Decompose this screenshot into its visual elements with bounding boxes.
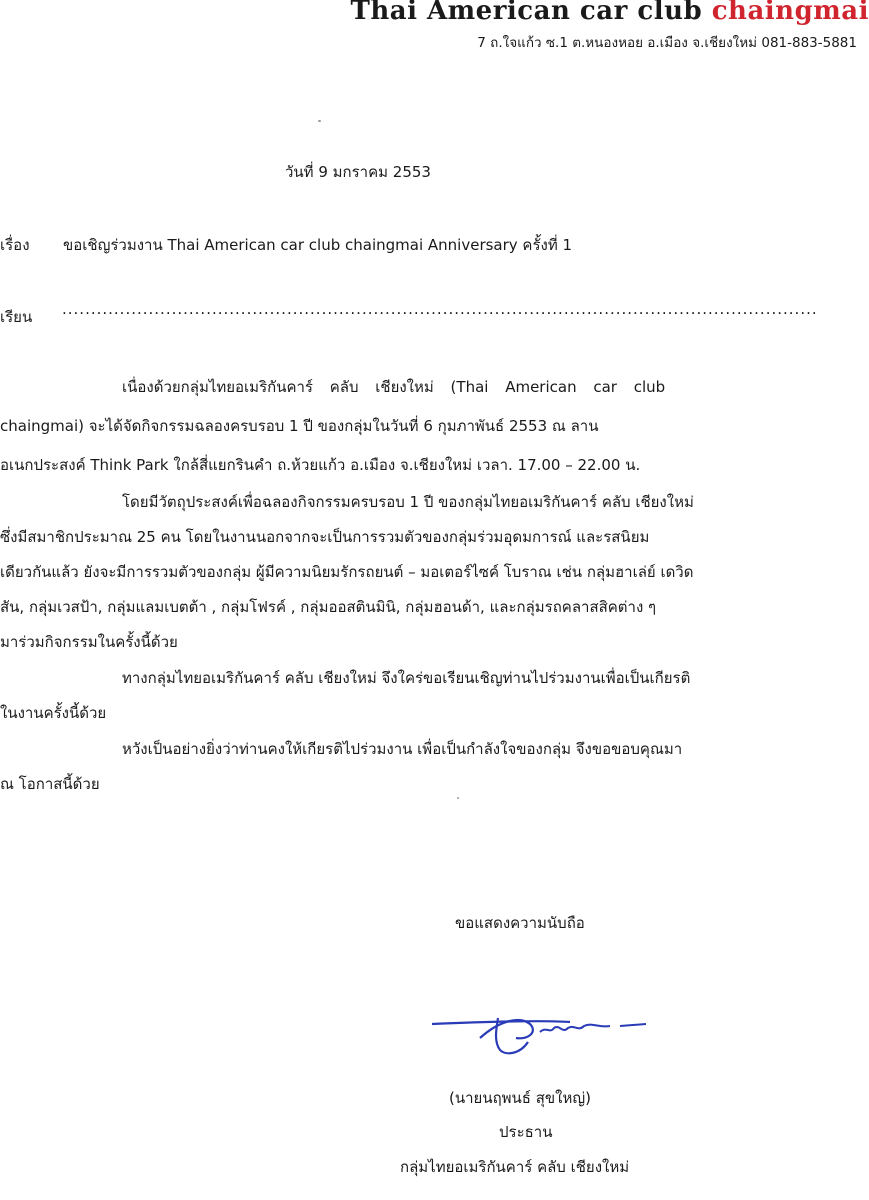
letterhead-address: 7 ถ.ใจแก้ว ซ.1 ต.หนองหอย อ.เมือง จ.เชียงใหม่ 081-883-5881	[477, 35, 857, 51]
paragraph-2-line-3: เดียวกันแล้ว ยังจะมีการรวมตัวของกลุ่ม ผู้มีความนิยมรักรถยนต์ – มอเตอร์ไซค์ โบราณ เช่น กลุ่มฮาเล่ย์ เดวิด	[0, 563, 694, 581]
paragraph-4-line-2: ณ โอกาสนี้ด้วย	[0, 775, 100, 793]
paragraph-4-line-1: หวังเป็นอย่างยิ่งว่าท่านคงให้เกียรติไปร่วมงาน เพื่อเป็นกำลังใจของกลุ่ม จึงขอขอบคุณมา	[122, 740, 683, 758]
scan-speck	[318, 120, 321, 122]
recipient-label: เรียน	[0, 308, 33, 326]
handwritten-signature	[420, 1010, 660, 1080]
organization-name: กลุ่มไทยอเมริกันคาร์ คลับ เชียงใหม่	[400, 1158, 630, 1176]
paragraph-2-line-4: สัน, กลุ่มเวสป้า, กลุ่มแลมเบตต้า , กลุ่มโฟรค์ , กลุ่มออสตินมินิ, กลุ่มฮอนด้า, และกลุ่มรถคลาสสิคต่าง ๆ	[0, 598, 657, 616]
paragraph-1-line-3: อเนกประสงค์ Think Park ใกล้สี่แยกรินคำ ถ.ห้วยแก้ว อ.เมือง จ.เชียงใหม่ เวลา. 17.00 – 22.00 น.	[0, 456, 641, 474]
letter-date: วันที่ 9 มกราคม 2553	[285, 163, 431, 181]
scan-speck	[457, 797, 459, 799]
letterhead-title	[350, 0, 869, 26]
subject-label: เรื่อง	[0, 236, 30, 254]
club-city: chaingmai	[711, 0, 869, 26]
paragraph-2-line-2: ซึ่งมีสมาชิกประมาณ 25 คน โดยในงานนอกจากจะเป็นการรวมตัวของกลุ่มร่วมอุดมการณ์ และรสนิยม	[0, 528, 650, 546]
paragraph-3-line-1: ทางกลุ่มไทยอเมริกันคาร์ คลับ เชียงใหม่ จึงใคร่ขอเรียนเชิญท่านไปร่วมงานเพื่อเป็นเกียรติ	[122, 669, 691, 687]
club-name: Thai American car club	[350, 0, 703, 26]
closing-salutation: ขอแสดงความนับถือ	[455, 914, 585, 932]
paragraph-2-line-5: มาร่วมกิจกรรมในครั้งนี้ด้วย	[0, 633, 178, 651]
paragraph-1-line-1	[122, 375, 745, 399]
paragraph-1-line-1-text: เนื่องด้วยกลุ่มไทยอเมริกันคาร์ คลับ เชียงใหม่ (Thai American car club	[122, 378, 666, 396]
subject-text: ขอเชิญร่วมงาน Thai American car club chaingmai Anniversary ครั้งที่ 1	[63, 236, 573, 254]
recipient-blank: ...................................................................................................................................	[62, 300, 818, 318]
signer-name: (นายนฤพนธ์ สุขใหญ่)	[449, 1089, 591, 1107]
paragraph-2-line-1: โดยมีวัตถุประสงค์เพื่อฉลองกิจกรรมครบรอบ 1 ปี ของกลุ่มไทยอเมริกันคาร์ คลับ เชียงใหม่	[122, 493, 694, 511]
paragraph-3-line-2: ในงานครั้งนี้ด้วย	[0, 704, 107, 722]
signer-position: ประธาน	[499, 1123, 553, 1141]
paragraph-1-line-2: chaingmai) จะได้จัดกิจกรรมฉลองครบรอบ 1 ปี ของกลุ่มในวันที่ 6 กุมภาพันธ์ 2553 ณ ลาน	[0, 417, 599, 435]
